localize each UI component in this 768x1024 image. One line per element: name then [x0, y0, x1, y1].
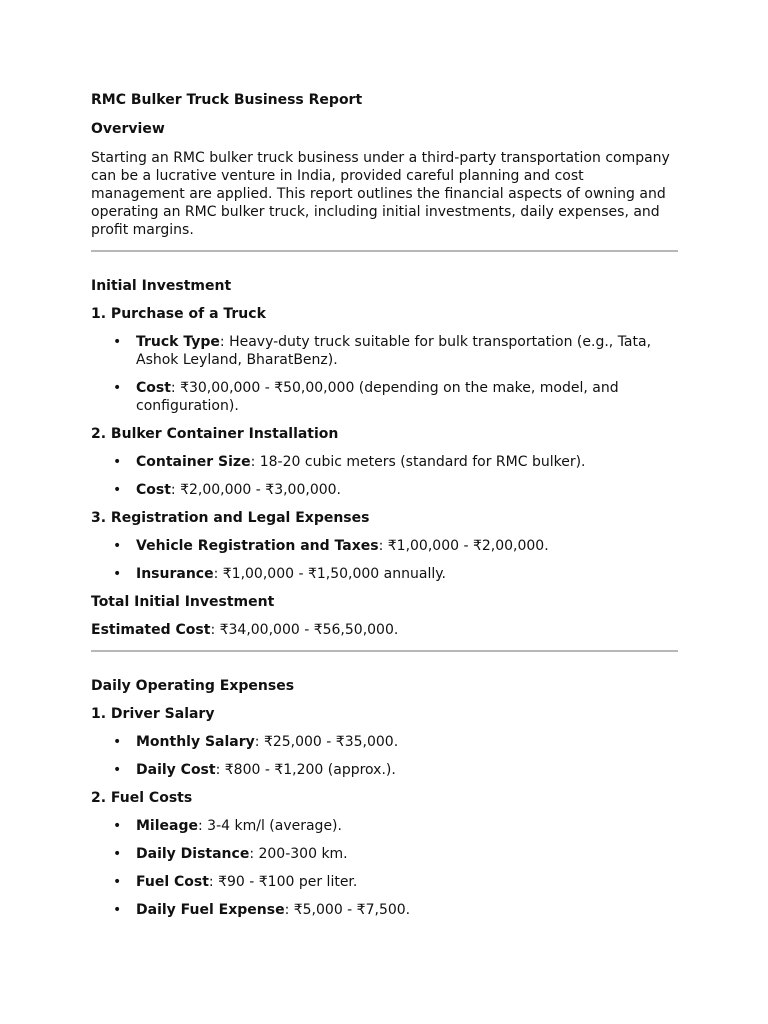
- list-item: [91, 761, 678, 779]
- item-label: Daily Fuel Expense: [136, 902, 285, 918]
- item-text: : ₹5,000 - ₹7,500.: [284, 902, 411, 918]
- item-label: Insurance: [136, 566, 214, 582]
- item-label: Monthly Salary: [136, 734, 255, 750]
- overview-paragraph: Starting an RMC bulker truck business under a third-party transportation company can be a lucrative venture in India, provided careful planning and cost management are applied. This report outlines the financial aspects of owning and operating an RMC bulker truck, including initial investments, daily expenses, and profit margins.: [91, 150, 670, 238]
- container-list: [91, 453, 678, 499]
- item-label: Cost: [136, 380, 171, 396]
- item-text: : 3-4 km/l (average).: [198, 818, 342, 834]
- item-label: Vehicle Registration and Taxes: [136, 538, 379, 554]
- item-text: : 200-300 km.: [249, 846, 348, 862]
- subsection-heading-driver-salary: 1. Driver Salary: [91, 706, 215, 722]
- bullet-icon: •: [113, 538, 122, 554]
- document-body: [91, 91, 678, 919]
- overview-heading: Overview: [91, 121, 165, 137]
- list-item: [91, 817, 678, 835]
- bullet-icon: •: [113, 874, 122, 890]
- item-label: Fuel Cost: [136, 874, 209, 890]
- item-text: : ₹30,00,000 - ₹50,00,000 (depending on the make, model, and configuration).: [136, 380, 619, 414]
- item-label: Truck Type: [136, 334, 220, 350]
- item-label: Cost: [136, 482, 171, 498]
- bullet-icon: •: [113, 902, 122, 918]
- bullet-icon: •: [113, 334, 122, 350]
- list-item: [91, 537, 678, 555]
- list-item: [91, 333, 678, 369]
- bullet-icon: •: [113, 818, 122, 834]
- estimated-cost-value: : ₹34,00,000 - ₹56,50,000.: [210, 622, 399, 638]
- bullet-icon: •: [113, 846, 122, 862]
- bullet-icon: •: [113, 566, 122, 582]
- subsection-heading-registration: 3. Registration and Legal Expenses: [91, 510, 370, 526]
- section-divider: [91, 250, 678, 252]
- item-label: Container Size: [136, 454, 251, 470]
- daily-expenses-heading: Daily Operating Expenses: [91, 678, 295, 694]
- item-text: : ₹1,00,000 - ₹2,00,000.: [378, 538, 549, 554]
- list-item: [91, 901, 678, 919]
- list-item: [91, 379, 678, 415]
- item-label: Daily Cost: [136, 762, 216, 778]
- list-item: [91, 873, 678, 891]
- list-item: [91, 733, 678, 751]
- report-title: RMC Bulker Truck Business Report: [91, 92, 363, 108]
- item-label: Mileage: [136, 818, 198, 834]
- bullet-icon: •: [113, 482, 122, 498]
- item-text: : ₹25,000 - ₹35,000.: [254, 734, 399, 750]
- subsection-heading-truck-purchase: 1. Purchase of a Truck: [91, 306, 266, 322]
- bullet-icon: •: [113, 762, 122, 778]
- estimated-cost-line: [91, 621, 678, 639]
- bullet-icon: •: [113, 380, 122, 396]
- list-item: [91, 845, 678, 863]
- bullet-icon: •: [113, 734, 122, 750]
- bullet-icon: •: [113, 454, 122, 470]
- truck-purchase-list: [91, 333, 678, 415]
- total-initial-investment-heading: Total Initial Investment: [91, 594, 275, 610]
- item-text: : Heavy-duty truck suitable for bulk transportation (e.g., Tata, Ashok Leyland, BharatBenz).: [136, 334, 652, 368]
- section-divider: [91, 650, 678, 652]
- list-item: [91, 453, 678, 471]
- list-item: [91, 565, 678, 583]
- subsection-heading-fuel-costs: 2. Fuel Costs: [91, 790, 193, 806]
- item-text: : 18-20 cubic meters (standard for RMC bulker).: [250, 454, 586, 470]
- item-label: Daily Distance: [136, 846, 250, 862]
- item-text: : ₹90 - ₹100 per liter.: [208, 874, 358, 890]
- registration-list: [91, 537, 678, 583]
- initial-investment-heading: Initial Investment: [91, 278, 232, 294]
- subsection-heading-container: 2. Bulker Container Installation: [91, 426, 339, 442]
- fuel-costs-list: [91, 817, 678, 919]
- driver-salary-list: [91, 733, 678, 779]
- item-text: : ₹800 - ₹1,200 (approx.).: [215, 762, 396, 778]
- list-item: [91, 481, 678, 499]
- estimated-cost-label: Estimated Cost: [91, 622, 211, 638]
- item-text: : ₹2,00,000 - ₹3,00,000.: [170, 482, 341, 498]
- item-text: : ₹1,00,000 - ₹1,50,000 annually.: [213, 566, 446, 582]
